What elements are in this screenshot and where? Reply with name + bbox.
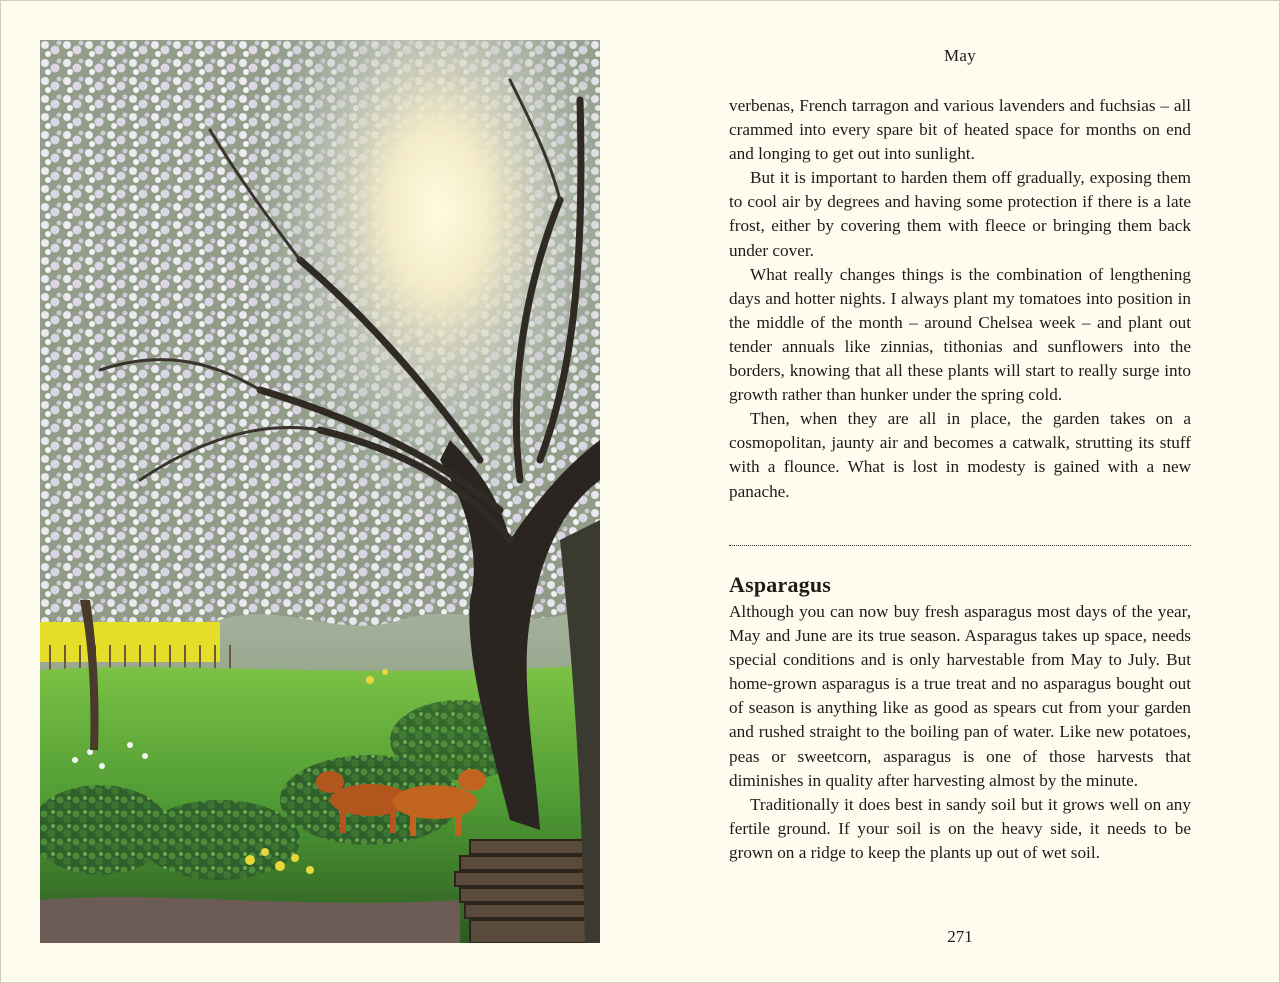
body-paragraph: verbenas, French tarragon and various lavenders and fuchsias – all crammed into every spare bit of heated space for months on end and longing to get out into sunlight. (729, 96, 1191, 164)
running-head: May (943, 46, 977, 65)
orchard-photo (40, 40, 600, 943)
body-text (729, 94, 1191, 504)
body-paragraph: But it is important to harden them off gradually, exposing them to cool air by degrees and having some protection if there is a late frost, either by covering them with fleece or bringing them back under cover. (729, 168, 1191, 260)
section-paragraph: Although you can now buy fresh asparagus most days of the year, May and June are its true season. Asparagus takes up space, needs special conditions and is only harvestable from May to July. But home-grown asparagus is a true treat and no asparagus bought out of season is anything like as good as spears cut from your garden and rushed straight to the boiling pan of water. Like new potatoes, peas or sweetcorn, asparagus is one of those harvests that diminishes in quality after harvesting almost by the minute. (729, 602, 1191, 790)
body-paragraph: What really changes things is the combination of lengthening days and hotter nights. I always plant my tomatoes into position in the middle of the month – around Chelsea week – and plant out tender annuals like zinnias, tithonias and sunflowers into the borders, knowing that all these plants will start to really surge into growth rather than hunker under the spring cold. (729, 264, 1191, 405)
section-divider (729, 545, 1191, 546)
section-heading: Asparagus (729, 572, 832, 597)
body-paragraph: Then, when they are all in place, the garden takes on a cosmopolitan, jaunty air and becomes a catwalk, strutting its stuff with a flounce. What is lost in modesty is gained with a new panache. (729, 409, 1191, 501)
section-text (729, 600, 1191, 865)
section-paragraph: Traditionally it does best in sandy soil but it grows well on any fertile ground. If your soil is on the heavy side, it needs to be grown on a ridge to keep the plants up out of wet soil. (729, 794, 1191, 862)
page-number: 271 (947, 927, 973, 946)
